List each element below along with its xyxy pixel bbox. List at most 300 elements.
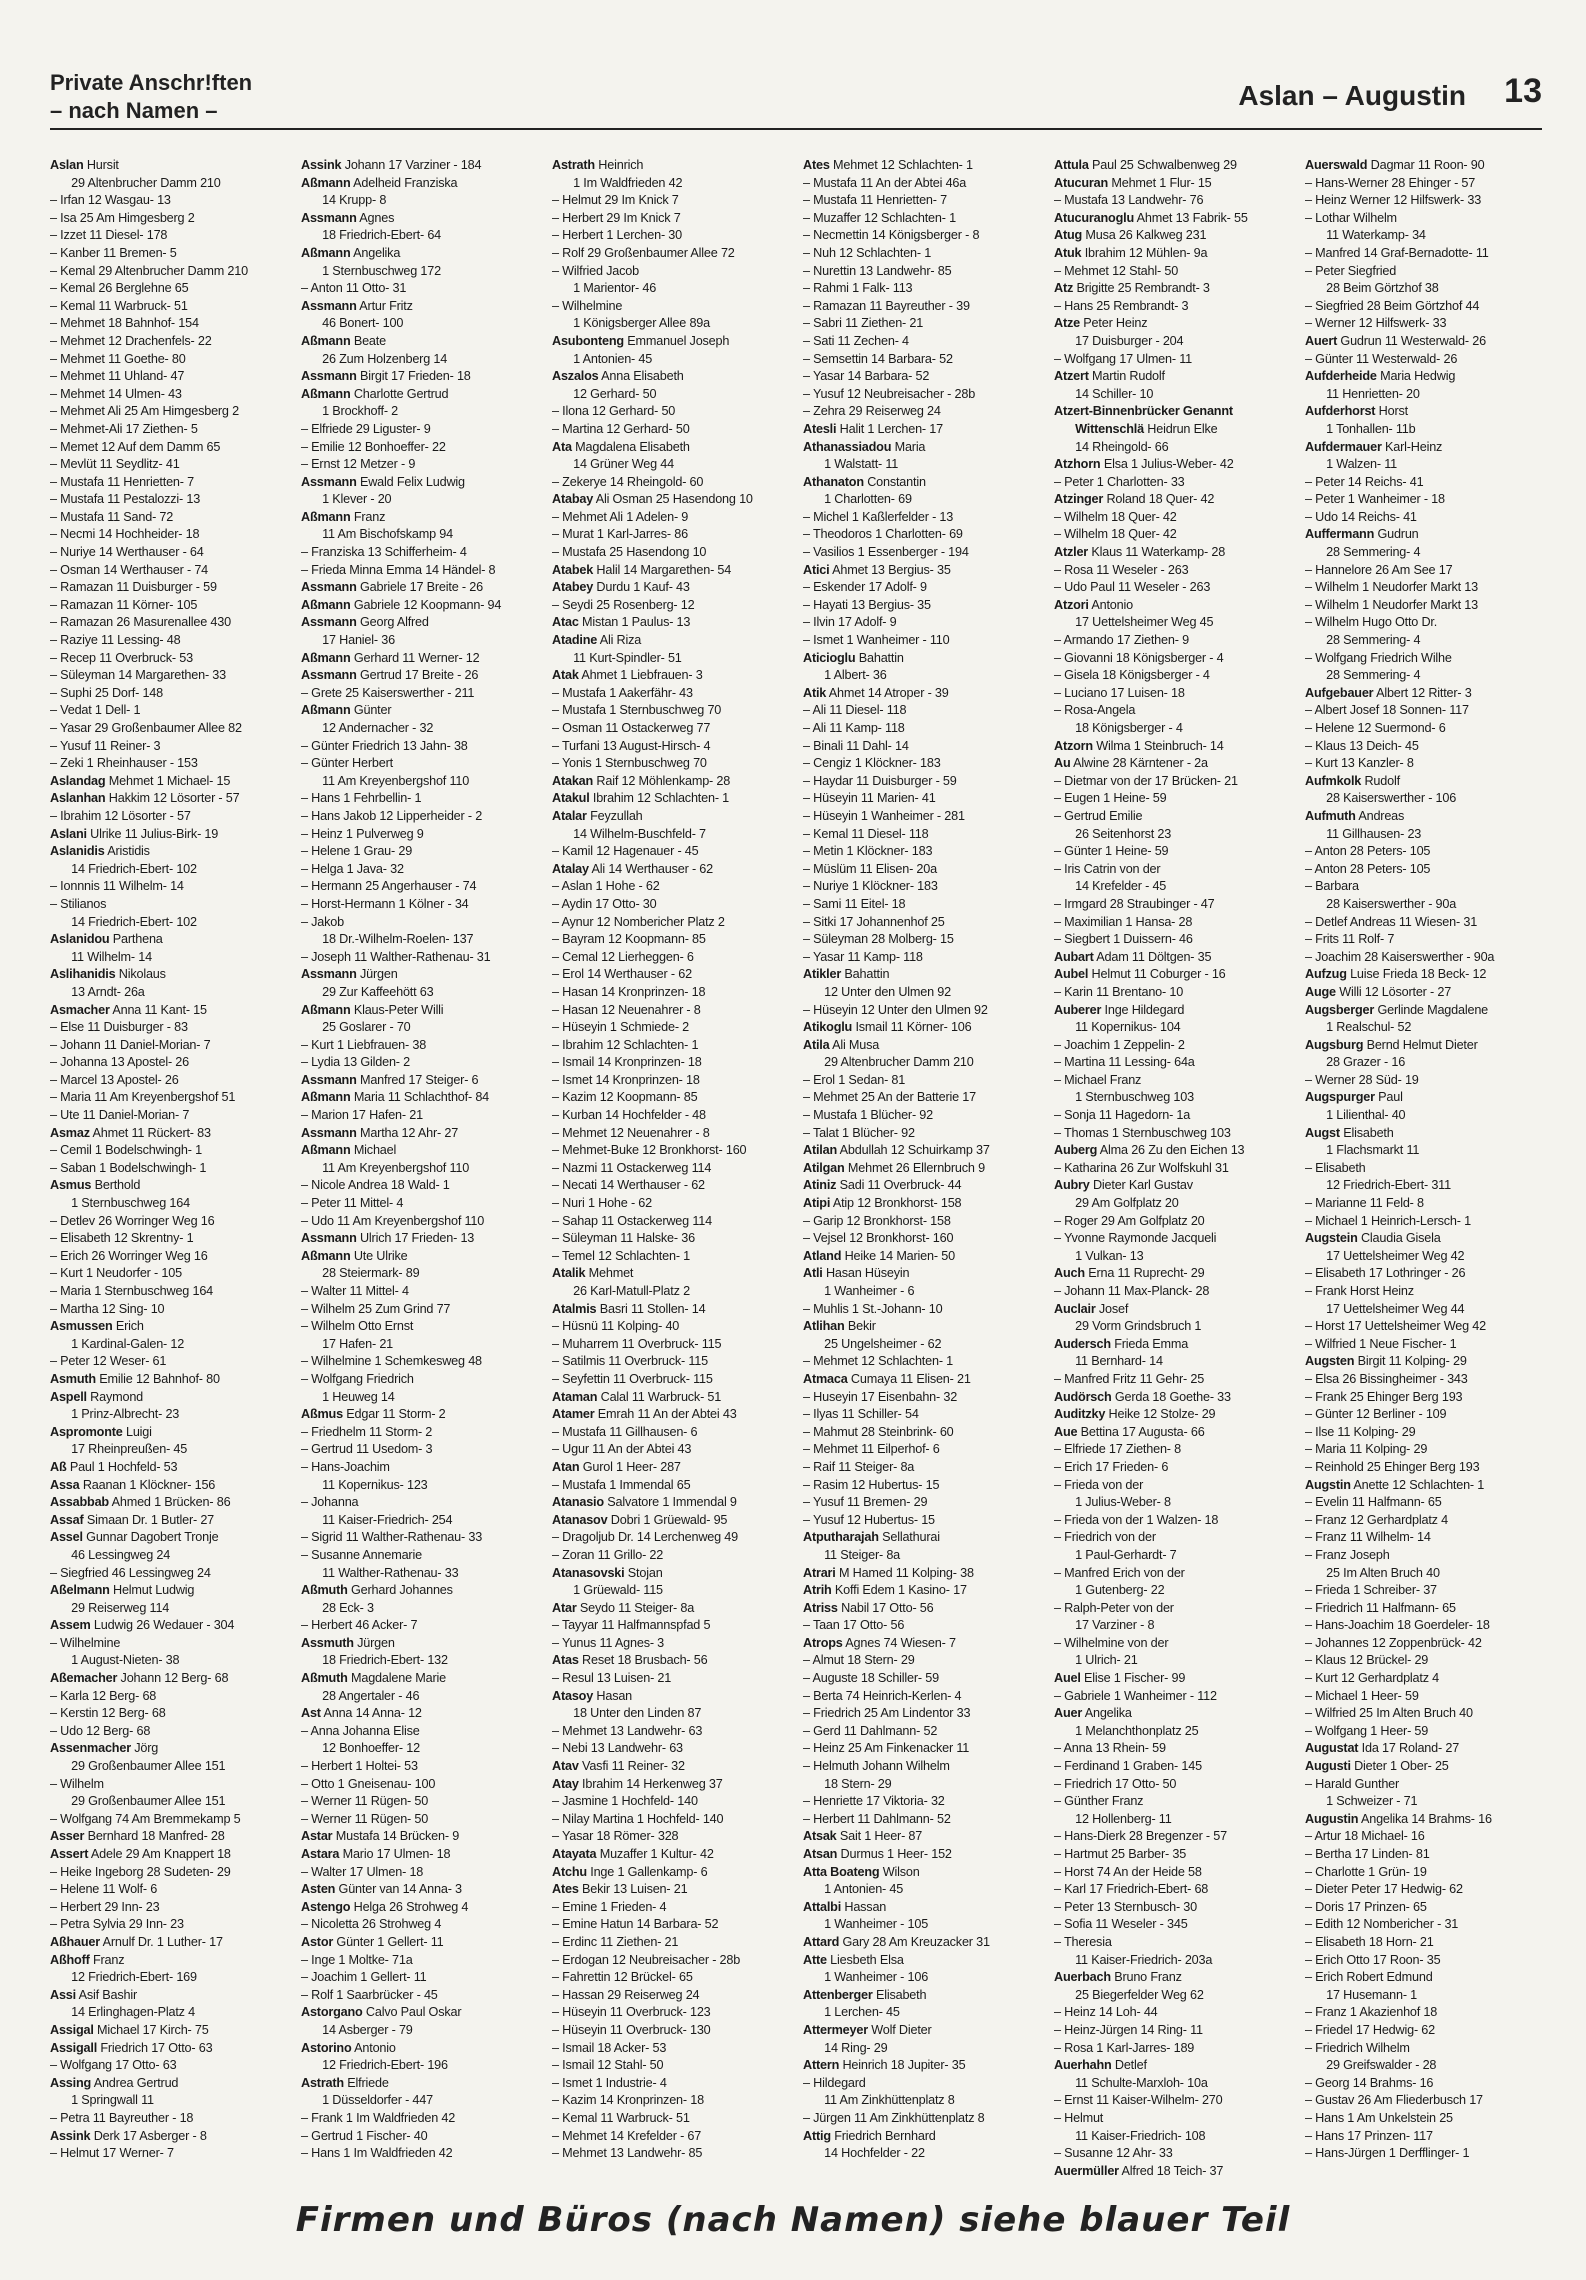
entry-details: Edgar 11 Storm- 2	[346, 1406, 446, 1422]
entry-details: – Yunus 11 Agnes- 3	[552, 1634, 665, 1650]
entry-details: Ali 14 Werthauser - 62	[591, 860, 713, 876]
directory-entry	[803, 332, 1032, 350]
entry-surname: Atilan	[803, 1142, 838, 1158]
entry-details: – Maria 1 Sternbuschweg 164	[50, 1283, 214, 1298]
directory-entry	[803, 1827, 1032, 1845]
entry-details: Cumaya 11 Elisen- 21	[850, 1370, 971, 1386]
directory-entry	[552, 701, 781, 719]
directory-entry	[1054, 2021, 1283, 2039]
entry-details: – Erich 26 Worringer Weg 16	[50, 1247, 208, 1263]
entry-details: Vasfi 11 Reiner- 32	[582, 1758, 685, 1774]
entry-details: – Muharrem 11 Overbruck- 115	[552, 1335, 722, 1351]
entry-details: 25 Ungelsheimer - 62	[824, 1335, 942, 1351]
entry-details: – Nicoletta 26 Strohweg 4	[301, 1916, 442, 1932]
entry-details: – Friedrich 11 Halfmann- 65	[1305, 1599, 1456, 1615]
entry-details: Peter Heinz	[1083, 315, 1148, 331]
entry-details: Stojan	[627, 1564, 663, 1580]
entry-details: – Marcel 13 Apostel- 26	[50, 1071, 179, 1087]
directory-entry	[1305, 1792, 1534, 1810]
entry-details: Gertrud 17 Breite - 26	[359, 667, 479, 683]
entry-surname: Ast	[301, 1705, 321, 1721]
entry-details: Paul 1 Hochfeld- 53	[69, 1458, 178, 1474]
directory-entry	[552, 1106, 781, 1124]
directory-entry	[301, 1388, 530, 1406]
entry-details: – Hans 1 Fehrbellin- 1	[301, 790, 422, 806]
entry-details: 1 Gutenberg- 22	[1075, 1582, 1165, 1598]
entry-details: Gerlinde Magdalene	[1377, 1001, 1489, 1017]
entry-surname: Augustat	[1305, 1740, 1359, 1756]
directory-entry	[50, 191, 279, 209]
directory-entry	[552, 1739, 781, 1757]
entry-details: 11 Am Kreyenbergshof 110	[322, 772, 470, 788]
entry-details: Simaan Dr. 1 Butler- 27	[86, 1511, 215, 1527]
entry-details: – Eskender 17 Adolf- 9	[803, 579, 927, 595]
directory-entry	[50, 1933, 279, 1951]
directory-entry	[1305, 1247, 1534, 1265]
directory-entry	[552, 191, 781, 209]
entry-details: – Martina 11 Lessing- 64a	[1054, 1054, 1195, 1070]
directory-entry	[50, 1370, 279, 1388]
entry-details: Anna Elisabeth	[601, 368, 684, 384]
directory-entry	[803, 297, 1032, 315]
entry-details: – Friedrich von der	[1054, 1529, 1156, 1545]
directory-entry	[301, 631, 530, 649]
entry-details: 29 Greifswalder - 28	[1326, 2057, 1437, 2073]
entry-details: – Rosa 11 Weseler - 263	[1054, 561, 1189, 577]
entry-details: – Doris 17 Prinzen- 65	[1305, 1898, 1427, 1914]
directory-entry	[50, 1739, 279, 1757]
directory-entry	[301, 367, 530, 385]
entry-details: Brigitte 25 Rembrandt- 3	[1076, 280, 1210, 296]
entry-surname: Atanasovski	[552, 1564, 625, 1580]
directory-entry	[803, 1159, 1032, 1177]
entry-details: 18 Unter den Linden 87	[573, 1705, 702, 1721]
entry-details: – Helene 12 Suermond- 6	[1305, 720, 1446, 735]
directory-entry	[301, 807, 530, 825]
entry-details: – Mehmet 12 Drachenfels- 22	[50, 332, 212, 348]
directory-entry	[301, 701, 530, 719]
directory-entry	[803, 930, 1032, 948]
entry-details: Birgit 11 Kolping- 29	[1357, 1353, 1467, 1369]
entry-details: – Memet 12 Auf dem Damm 65	[50, 438, 221, 454]
entry-details: 14 Erlinghagen-Platz 4	[71, 2004, 195, 2020]
entry-details: – Karin 11 Brentano- 10	[1054, 983, 1184, 999]
entry-details: Muzaffer 1 Kultur- 42	[599, 1846, 714, 1861]
entry-details: Hasan Hüseyin	[825, 1265, 910, 1281]
entry-surname: Atayata	[552, 1846, 597, 1861]
directory-entry	[552, 1599, 781, 1617]
entry-details: – Albert Josef 18 Sonnen- 117	[1305, 702, 1469, 718]
entry-details: – Franz 11 Wilhelm- 14	[1305, 1529, 1431, 1545]
entry-details: 18 Dr.-Wilhelm-Roelen- 137	[322, 931, 474, 947]
directory-entry	[803, 948, 1032, 966]
directory-entry	[301, 1247, 530, 1265]
entry-details: – Ramazan 26 Masurenallee 430	[50, 614, 231, 630]
entry-details: – Hans 17 Prinzen- 117	[1305, 2127, 1433, 2143]
entry-details: – Jakob	[301, 913, 345, 929]
entry-details: – Gabriele 1 Wanheimer - 112	[1054, 1687, 1217, 1703]
directory-entry	[301, 1352, 530, 1370]
entry-details: Aristidis	[107, 843, 150, 859]
entry-details: – Michael 1 Heinrich-Lersch- 1	[1305, 1212, 1471, 1228]
entry-details: 17 Uettelsheimer Weg 45	[1075, 614, 1214, 630]
entry-details: M Hamed 11 Kolping- 38	[838, 1564, 974, 1580]
directory-entry	[1305, 438, 1534, 456]
directory-entry	[803, 2074, 1032, 2092]
entry-details: – Herbert 29 Inn- 23	[50, 1898, 160, 1914]
directory-entry	[552, 1264, 781, 1282]
entry-details: – Heinz 1 Pulverweg 9	[301, 825, 424, 841]
directory-entry	[803, 508, 1032, 526]
directory-entry	[1054, 807, 1283, 825]
directory-entry	[1305, 1370, 1534, 1388]
entry-details: – Peter 1 Charlotten- 33	[1054, 473, 1185, 489]
directory-entry	[50, 1440, 279, 1458]
entry-surname: Atakan	[552, 772, 594, 788]
directory-entry	[1305, 737, 1534, 755]
entry-details: – Siegbert 1 Duissern- 46	[1054, 931, 1193, 947]
directory-entry	[1305, 1106, 1534, 1124]
directory-entry	[50, 1651, 279, 1669]
directory-entry	[552, 649, 781, 667]
directory-entry	[50, 807, 279, 825]
directory-entry	[552, 174, 781, 192]
directory-entry	[1054, 649, 1283, 667]
directory-entry	[1054, 772, 1283, 790]
directory-entry	[803, 1968, 1032, 1986]
directory-entry	[552, 1528, 781, 1546]
entry-details: Jürgen	[359, 966, 398, 982]
entry-details: Nikolaus	[118, 966, 166, 982]
entry-details: – Osman 14 Werthauser - 74	[50, 561, 209, 577]
directory-entry	[301, 948, 530, 966]
entry-details: 46 Lessingweg 24	[71, 1546, 171, 1562]
entry-details: – Mehmet 14 Ulmen- 43	[50, 385, 182, 401]
entry-details: 12 Friedrich-Ebert- 169	[71, 1969, 197, 1985]
entry-surname: Atta Boateng	[803, 1863, 880, 1879]
entry-details: Ahmet 1 Liebfrauen- 3	[581, 667, 703, 683]
directory-entry	[803, 578, 1032, 596]
entry-surname: Asten	[301, 1881, 336, 1897]
entry-details: – Wilhelmine	[50, 1634, 121, 1650]
entry-details: Bernhard 18 Manfred- 28	[87, 1828, 225, 1844]
directory-entry	[552, 1247, 781, 1265]
entry-surname: Aßhauer	[50, 1933, 101, 1949]
directory-entry	[803, 1669, 1032, 1687]
directory-entry	[803, 385, 1032, 403]
entry-details: – Wolfgang 17 Ulmen- 11	[1054, 350, 1192, 366]
directory-entry	[301, 402, 530, 420]
entry-details: – Gertrud Emilie	[1054, 807, 1143, 823]
entry-details: 28 Eck- 3	[322, 1599, 374, 1615]
entry-details: Wilson	[882, 1863, 920, 1879]
directory-entry	[301, 1282, 530, 1300]
entry-details: – Erich Otto 17 Roon- 35	[1305, 1951, 1441, 1967]
entry-details: – Hans-Werner 28 Ehinger - 57	[1305, 174, 1476, 190]
directory-entry	[803, 1739, 1032, 1757]
entry-details: – Kanber 11 Bremen- 5	[50, 244, 177, 260]
directory-entry	[50, 1810, 279, 1828]
entry-details: – Artur 18 Michael- 16	[1305, 1828, 1425, 1844]
entry-surname: Atzori	[1054, 596, 1089, 612]
entry-surname: Assmann	[301, 209, 357, 225]
directory-entry	[301, 613, 530, 631]
directory-entry	[1054, 613, 1283, 631]
directory-entry	[1305, 1511, 1534, 1529]
entry-details: – Müslüm 11 Elisen- 20a	[803, 860, 937, 876]
directory-entry	[301, 789, 530, 807]
entry-details: Emrah 11 An der Abtei 43	[597, 1406, 737, 1422]
entry-surname: Aßmann	[301, 244, 351, 260]
directory-entry	[552, 1335, 781, 1353]
entry-details: – Herbert 1 Lerchen- 30	[552, 227, 683, 243]
entry-surname: Atan	[552, 1458, 580, 1474]
entry-surname: Atzert	[1054, 368, 1089, 384]
directory-entry	[1054, 825, 1283, 843]
entry-details: Ismail 11 Körner- 106	[855, 1019, 972, 1035]
entry-details: – Vejsel 12 Bronkhorst- 160	[803, 1230, 954, 1246]
directory-entry	[552, 948, 781, 966]
entry-details: Ahmet 13 Bergius- 35	[832, 561, 951, 577]
directory-entry	[1305, 596, 1534, 614]
directory-entry	[1054, 877, 1283, 895]
entry-surname: Aßmuth	[301, 1582, 348, 1598]
directory-entry	[1054, 719, 1283, 737]
directory-entry	[552, 332, 781, 350]
entry-details: – Helmuth Johann Wilhelm	[803, 1758, 950, 1774]
directory-entry	[1305, 209, 1534, 227]
directory-entry	[301, 1370, 530, 1388]
directory-entry	[1305, 367, 1534, 385]
entry-details: Mehmet 1 Michael- 15	[108, 772, 231, 788]
entry-details: – Helene 1 Grau- 29	[301, 843, 413, 859]
directory-entry	[1305, 402, 1534, 420]
directory-entry	[552, 209, 781, 227]
directory-entry	[803, 1440, 1032, 1458]
entry-details: 11 Steiger- 8a	[824, 1546, 901, 1562]
entry-surname: Atanasov	[552, 1511, 608, 1527]
entry-details: Hursit	[86, 157, 119, 172]
entry-details: – Ilvin 17 Adolf- 9	[803, 614, 897, 630]
section-subtitle: – nach Namen –	[50, 98, 218, 123]
entry-details: – Mevlüt 11 Seydlitz- 41	[50, 456, 180, 472]
entry-surname: Asmaz	[50, 1124, 90, 1140]
directory-entry	[301, 2003, 530, 2021]
entry-details: Wilma 1 Steinbruch- 14	[1096, 737, 1224, 753]
directory-entry	[50, 209, 279, 227]
directory-entry	[301, 1634, 530, 1652]
entry-details: 28 Steiermark- 89	[322, 1265, 420, 1281]
entry-details: 14 Schiller- 10	[1075, 385, 1154, 401]
directory-entry	[301, 1106, 530, 1124]
entry-details: – Mustafa 13 Landwehr- 76	[1054, 192, 1204, 208]
directory-entry	[50, 226, 279, 244]
entry-surname: Aßmann	[301, 1089, 351, 1105]
directory-entry	[803, 191, 1032, 209]
directory-entry	[552, 525, 781, 543]
entry-surname: Aufgebauer	[1305, 684, 1374, 700]
directory-entry	[1305, 2091, 1534, 2109]
directory-entry	[1305, 332, 1534, 350]
directory-entry	[1305, 2109, 1534, 2127]
directory-entry	[301, 596, 530, 614]
directory-entry	[1305, 649, 1534, 667]
entry-details: – Walter 17 Ulmen- 18	[301, 1863, 424, 1879]
directory-entry	[50, 1212, 279, 1230]
entry-surname: Augstin	[1305, 1476, 1351, 1492]
directory-entry	[803, 2003, 1032, 2021]
entry-surname: Ata	[552, 438, 572, 454]
directory-entry	[50, 455, 279, 473]
directory-entry	[552, 1476, 781, 1494]
entry-details: – Nebi 13 Landwehr- 63	[552, 1740, 683, 1756]
directory-entry	[803, 596, 1032, 614]
directory-entry	[1054, 1704, 1283, 1722]
directory-entry	[803, 1282, 1032, 1300]
directory-entry	[1054, 965, 1283, 983]
directory-entry	[552, 1018, 781, 1036]
directory-entry	[1054, 1194, 1283, 1212]
entry-details: Elisabeth	[1343, 1124, 1394, 1140]
entry-details: – Ilona 12 Gerhard- 50	[552, 403, 676, 419]
entry-details: 25 Goslarer - 70	[322, 1019, 411, 1035]
directory-entry	[1054, 684, 1283, 702]
entry-details: Adam 11 Döltgen- 35	[1096, 948, 1212, 964]
directory-entry	[1305, 1088, 1534, 1106]
directory-entry	[1054, 1229, 1283, 1247]
directory-entry	[1054, 578, 1283, 596]
directory-entry	[552, 244, 781, 262]
entry-details: – Frieda Minna Emma 14 Händel- 8	[301, 561, 496, 577]
header-rule	[50, 128, 1542, 130]
entry-details: – Taan 17 Otto- 56	[803, 1617, 905, 1633]
entry-details: – Sofia 11 Weseler - 345	[1054, 1916, 1188, 1932]
entry-details: Anette 12 Schlachten- 1	[1353, 1476, 1485, 1492]
entry-details: – Franz 1 Akazienhof 18	[1305, 2004, 1438, 2020]
entry-surname: Atikoglu	[803, 1019, 853, 1035]
directory-entry	[301, 1775, 530, 1793]
directory-entry	[1054, 1282, 1283, 1300]
directory-entry	[50, 174, 279, 192]
directory-entry	[552, 473, 781, 491]
directory-entry	[1305, 2144, 1534, 2162]
directory-entry	[552, 314, 781, 332]
entry-surname: Aßmann	[301, 1142, 351, 1158]
entry-details: Reset 18 Brusbach- 56	[582, 1652, 708, 1668]
entry-surname: Atak	[552, 667, 579, 683]
directory-entry	[301, 2109, 530, 2127]
directory-entry	[50, 737, 279, 755]
directory-entry	[552, 596, 781, 614]
entry-details: – Wolfgang Friedrich	[301, 1370, 414, 1386]
entry-details: Angelika 14 Brahms- 16	[1360, 1810, 1492, 1826]
directory-entry	[301, 913, 530, 931]
directory-entry	[301, 860, 530, 878]
directory-entry	[552, 543, 781, 561]
entry-details: 26 Seitenhorst 23	[1075, 825, 1172, 841]
entry-surname: Assel	[50, 1529, 83, 1545]
entry-details: 29 Am Golfplatz 20	[1075, 1195, 1179, 1211]
entry-details: – Anna 13 Rhein- 59	[1054, 1740, 1166, 1756]
entry-details: – Huseyin 17 Eisenbahn- 32	[803, 1388, 958, 1404]
entry-details: – Osman 11 Ostackerweg 77	[552, 720, 711, 735]
entry-details: 1 Wanheimer - 106	[824, 1969, 929, 1985]
directory-entry	[1305, 613, 1534, 631]
directory-entry	[1054, 701, 1283, 719]
directory-entry	[301, 473, 530, 491]
entry-details: – Manfred Erich von der	[1054, 1564, 1185, 1580]
entry-details: 1 Vulkan- 13	[1075, 1247, 1144, 1263]
directory-entry	[1305, 1001, 1534, 1019]
entry-surname: Atilgan	[803, 1159, 845, 1175]
entry-details: – Peter 12 Weser- 61	[50, 1353, 167, 1369]
entry-details: 1 Walzen- 11	[1326, 456, 1397, 472]
entry-details: – Aynur 12 Nombericher Platz 2	[552, 913, 725, 929]
directory-entry	[1054, 1546, 1283, 1564]
entry-details: Johann 17 Varziner - 184	[344, 157, 482, 172]
directory-entry	[1054, 1176, 1283, 1194]
directory-entry	[1054, 1757, 1283, 1775]
entry-details: Halil 14 Margarethen- 54	[596, 561, 732, 577]
entry-details: – Hüseyin 12 Unter den Ulmen 92	[803, 1001, 988, 1017]
entry-surname: Aslanidou	[50, 931, 110, 947]
entry-details: – Elsa 26 Bissingheimer - 343	[1305, 1370, 1468, 1386]
entry-details: 1 Düsseldorfer - 447	[322, 2092, 433, 2108]
entry-surname: Atas	[552, 1652, 579, 1668]
entry-details: – Süleyman 14 Margarethen- 33	[50, 667, 227, 683]
directory-entry	[803, 1194, 1032, 1212]
entry-details: 28 Angertaler - 46	[322, 1687, 420, 1703]
directory-entry	[552, 1986, 781, 2004]
directory-entry	[1305, 1282, 1534, 1300]
directory-entry	[552, 930, 781, 948]
directory-entry	[552, 1036, 781, 1054]
entry-details: – Friedrich Wilhelm	[1305, 2039, 1410, 2055]
directory-entry	[1305, 666, 1534, 684]
directory-entry	[301, 1863, 530, 1881]
directory-entry	[552, 2091, 781, 2109]
entry-surname: Atay	[552, 1775, 579, 1791]
directory-entry	[1305, 1581, 1534, 1599]
entry-details: Helmut Ludwig	[113, 1582, 195, 1598]
entry-details: Calal 11 Warbruck- 51	[600, 1388, 722, 1404]
entry-details: 12 Unter den Ulmen 92	[824, 983, 951, 999]
directory-entry	[552, 1071, 781, 1089]
directory-entry	[50, 1581, 279, 1599]
entry-surname: Attermeyer	[803, 2021, 868, 2037]
entry-details: – Siegfried 28 Beim Görtzhof 44	[1305, 297, 1480, 313]
entry-details: Berthold	[94, 1177, 141, 1193]
directory-entry	[50, 402, 279, 420]
entry-details: – Hassan 29 Reiserweg 24	[552, 1986, 700, 2002]
entry-details: – Elisabeth	[1305, 1159, 1366, 1175]
directory-entry	[301, 877, 530, 895]
directory-entry	[803, 1634, 1032, 1652]
directory-entry	[552, 1282, 781, 1300]
entry-surname: Atrih	[803, 1582, 832, 1598]
entry-details: Inge Hildegard	[1104, 1001, 1185, 1017]
directory-entry	[301, 1651, 530, 1669]
directory-entry	[1054, 596, 1283, 614]
entry-details: 17 Duisburger - 204	[1075, 332, 1184, 348]
directory-entry	[1054, 860, 1283, 878]
directory-entry	[1305, 631, 1534, 649]
entry-details: 29 Großenbaumer Allee 151	[71, 1758, 226, 1774]
directory-entry	[1305, 860, 1534, 878]
entry-details: Emilie 12 Bahnhof- 80	[99, 1370, 220, 1386]
entry-details: – Rosa 1 Karl-Jarres- 189	[1054, 2039, 1195, 2055]
directory-entry	[1054, 930, 1283, 948]
